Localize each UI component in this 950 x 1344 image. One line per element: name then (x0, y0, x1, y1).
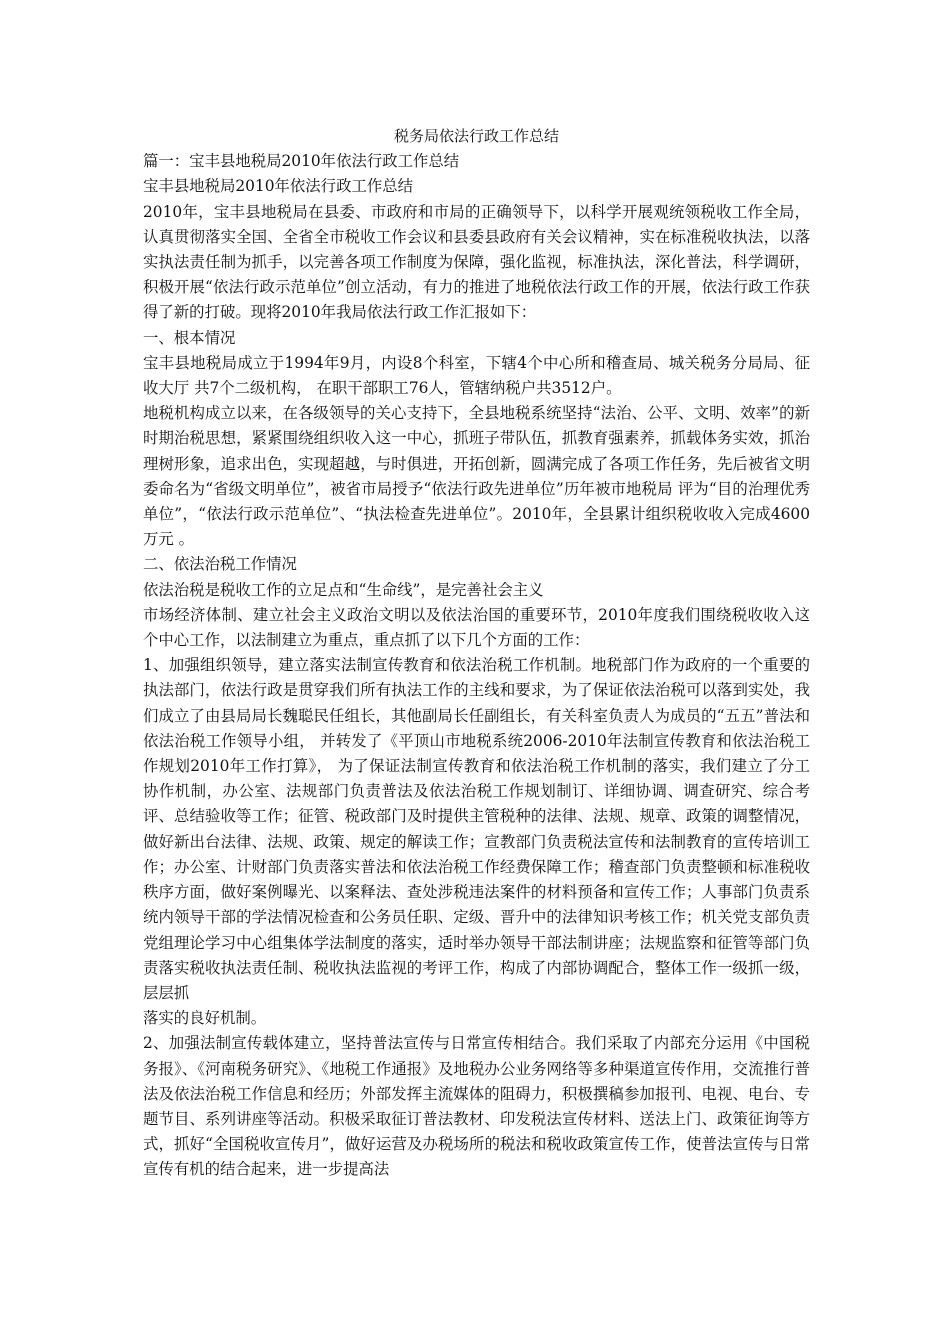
item-1-tail: 落实的良好机制。 (143, 1009, 267, 1028)
report-subtitle: 宝丰县地税局2010年依法行政工作总结 (143, 177, 414, 196)
document-title: 税务局依法行政工作总结 (393, 127, 559, 145)
intro-paragraph: 2010年，宝丰县地税局在县委、市政府和市局的正确领导下，以科学开展观统领税收工作全局，认真贯彻落实全国、全省全市税收工作会议和县委县政府有关会议精神，实在标准税收执法，以落实执法责任制为抓手，以完善各项工作制度为保障，强化监视，标准执法，深化普法，科学调研，积极开展“依法行政示范单位”创立活动，有力的推进了地税依法行政工作的开展，依法行政工作获得了新的打破。现将2010年我局依法行政工作汇报如下： (143, 202, 810, 322)
section-heading-part1: 篇一：宝丰县地税局2010年依法行政工作总结 (143, 152, 460, 171)
section-heading-law: 二、依法治税工作情况 (143, 555, 297, 574)
item-2-paragraph: 2、加强法制宣传载体建立，坚持普法宣传与日常宣传相结合。我们采取了内部充分运用《中国税务报》、《河南税务研究》、《地税工作通报》及地税办公业务网络等多种渠道宣传作用，交流推行普法及依法治税工作信息和经历；外部发挥主流媒体的阻碍力，积极撰稿参加报刊、电视、电台、专题节目、系列讲座等活动。积极采取征订普法教材、印发税法宣传材料、送法上门、政策征询等方式，抓好“全国税收宣传月”，做好运营及办税场所的税法和税收政策宣传工作，使普法宣传与日常宣传有机的结合起来，进一步提高法 (143, 1034, 810, 1179)
law-intro-line: 依法治税是税收工作的立足点和“生命线”，是完善社会主义 (143, 580, 544, 599)
basic-info-paragraph: 宝丰县地税局成立于1994年9月，内设8个科室，下辖4个中心所和稽查局、城关税务分局局、征收大厅 共7个二级机构， 在职干部职工76人，管辖纳税户共3512户。 (143, 353, 810, 398)
achievements-paragraph: 地税机构成立以来，在各级领导的关心支持下，全县地税系统坚持“法治、公平、文明、效率”的新时期治税思想，紧紧围绕组织收入这一中心，抓班子带队伍，抓教育强素养，抓载体务实效，抓治理树形象，追求出色，实现超越，与时俱进，开拓创新，圆满完成了各项工作任务，先后被省文明委命名为“省级文明单位”，被省市局授予“依法行政先进单位”历年被市地税局 评为“目的治理优秀单位”，“依法行政示范单位”、“执法检查先进单位”。2010年，全县累计组织税收收入完成4600万元 。 (143, 404, 810, 549)
section-heading-basic: 一、根本情况 (143, 328, 236, 347)
document-page (143, 124, 810, 1183)
law-intro-continued: 市场经济体制、建立社会主义政治文明以及依法治国的重要环节，2010年度我们围绕税收收入这个中心工作，以法制建立为重点，重点抓了以下几个方面的工作： (143, 605, 810, 650)
item-1-paragraph: 1、加强组织领导，建立落实法制宣传教育和依法治税工作机制。地税部门作为政府的一个重要的执法部门，依法行政是贯穿我们所有执法工作的主线和要求，为了保证依法治税可以落到实处，我们成立了由县局局长魏聪民任组长，其他副局长任副组长，有关科室负责人为成员的“五五”普法和依法治税工作领导小组， 并转发了《平顶山市地税系统2006-2010年法制宣传教育和依法治税工作规划2010年工作打算》， 为了保证法制宣传教育和依法治税工作机制的落实，我们建立了分工协作机制，办公室、法规部门负责普法及依法治税工作规划制订、详细协调、调查研究、综合考评、总结验收等工作；征管、税政部门及时提供主管税种的法律、法规、规章、政策的调整情况，做好新出台法律、法规、政策、规定的解读工作；宣教部门负责税法宣传和法制教育的宣传培训工作；办公室、计财部门负责落实普法和依法治税工作经费保障工作；稽查部门负责整顿和标准税收秩序方面，做好案例曝光、以案释法、查处涉税违法案件的材料预备和宣传工作；人事部门负责系统内领导干部的学法情况检查和公务员任职、定级、晋升中的法律知识考核工作；机关党支部负责党组理论学习中心组集体学法制度的落实，适时举办领导干部法制讲座；法规监察和征管等部门负责落实税收执法责任制、税收执法监视的考评工作，构成了内部协调配合，整体工作一级抓一级，层层抓 (143, 656, 810, 1002)
